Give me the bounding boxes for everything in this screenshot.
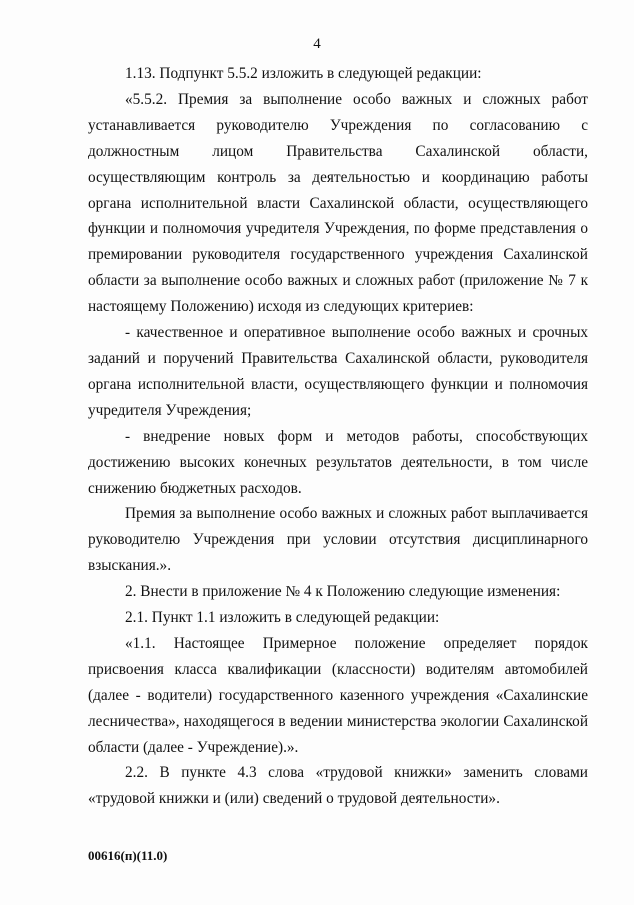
criterion-item-2: - внедрение новых форм и методов работы, способствующих достижению высоких конечных результатов деятельности, в том числе снижению бюджетных расходов. <box>88 427 588 497</box>
paragraph-1-1: «1.1. Настоящее Примерное положение определяет порядок присвоения класса квалификации (классности) водителям автомобилей (далее - водители) государственного казенного учреждения «Сахалинские лесничества», находящегося в ведении министерства экологии Сахалинской области (далее - Учреждение).». <box>88 634 588 756</box>
document-body <box>88 61 588 812</box>
document-code: 00616(п)(11.0) <box>88 848 168 863</box>
paragraph-1-13: 1.13. Подпункт 5.5.2 изложить в следующей редакции: <box>125 65 482 82</box>
criterion-item-1: - качественное и оперативное выполнение особо важных и срочных заданий и поручений Правительства Сахалинской области, руководителя органа исполнительной власти, осуществляющего функции и полномочия учредителя Учреждения; <box>88 324 588 419</box>
paragraph-2-1: 2.1. Пункт 1.1 изложить в следующей редакции: <box>125 609 440 627</box>
paragraph-bonus-condition: Премия за выполнение особо важных и сложных работ выплачивается руководителю Учреждения при условии отсутствия дисциплинарного взыскания.». <box>88 505 588 575</box>
paragraph-2: 2. Внести в приложение № 4 к Положению следующие изменения: <box>125 583 561 601</box>
paragraph-5-5-2: «5.5.2. Премия за выполнение особо важных и сложных работ устанавливается руководителю Учреждения по согласованию с должностным лицом Правительства Сахалинской области, осуществляющим контроль за деятельностью и координацию работы органа исполнительной власти Сахалинской области, осуществляющего функции и полномочия учредителя Учреждения, по форме представления о премировании руководителя государственного учреждения Сахалинской области за выполнение особо важных и сложных работ (приложение № 7 к настоящему Положению) исходя из следующих критериев: <box>88 90 588 316</box>
page-number: 4 <box>313 36 321 52</box>
paragraph-2-2: 2.2. В пункте 4.3 слова «трудовой книжки» заменить словами «трудовой книжки и (или) сведений о трудовой деятельности». <box>88 764 588 808</box>
